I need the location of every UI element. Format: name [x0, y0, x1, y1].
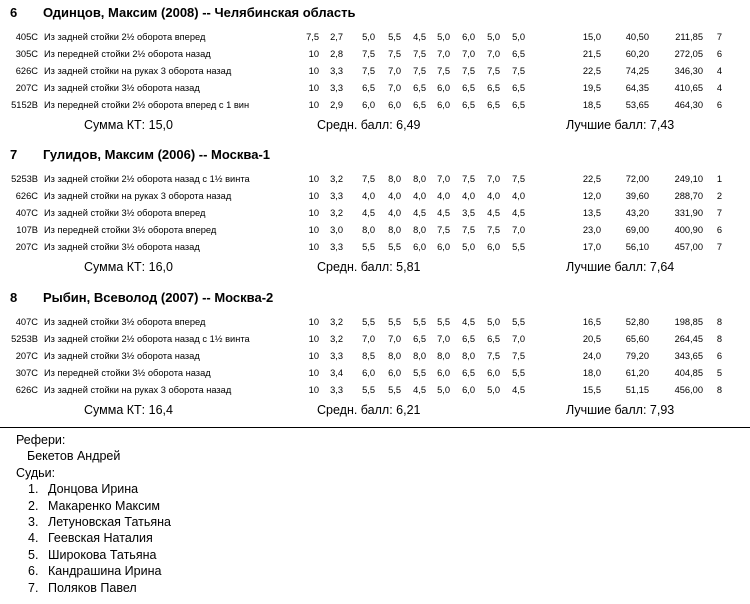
- judge-number: 5.: [28, 547, 39, 562]
- judge-score: 6,0: [362, 368, 375, 378]
- judge-score: 4,5: [413, 208, 426, 218]
- dive-round-score: 72,00: [625, 174, 649, 184]
- judge-number: 7.: [28, 580, 39, 595]
- judge-score: 7,5: [487, 351, 500, 361]
- dive-difficulty: 2,7: [330, 32, 343, 42]
- judge-score: 6,5: [413, 100, 426, 110]
- dive-description: Из задней стойки на руках 3 оборота назад: [44, 191, 232, 201]
- athlete-summary: [0, 258, 750, 276]
- dive-total: 15,5: [582, 385, 601, 395]
- judge-score: 6,5: [462, 368, 475, 378]
- judge-score: 7,0: [388, 83, 401, 93]
- judge-number: 2.: [28, 498, 39, 513]
- dive-dd: 7,5: [306, 32, 319, 42]
- dive-description: Из передней стойки 3½ оборота назад: [44, 368, 211, 378]
- judge-score: 7,0: [512, 334, 525, 344]
- dive-round-score: 69,00: [625, 225, 649, 235]
- average-score: Средн. балл: 5,81: [317, 260, 421, 274]
- athlete-summary: [0, 401, 750, 419]
- dive-round-score: 61,20: [625, 368, 649, 378]
- dive-round-score: 53,65: [625, 100, 649, 110]
- judge-score: 7,5: [413, 49, 426, 59]
- athlete-name: Гулидов, Максим (2006) -- Москва-1: [43, 147, 270, 162]
- judge-score: 3,5: [462, 208, 475, 218]
- judge-score: 5,5: [388, 317, 401, 327]
- judge-score: 4,5: [512, 208, 525, 218]
- judge-score: 8,0: [413, 351, 426, 361]
- dive-place: 8: [716, 317, 722, 327]
- judge-score: 5,5: [388, 385, 401, 395]
- judge-score: 6,5: [413, 83, 426, 93]
- judge-score: 4,5: [437, 208, 450, 218]
- dive-dd: 10: [308, 368, 319, 378]
- judge-score: 4,0: [462, 191, 475, 201]
- athlete-name: Рыбин, Всеволод (2007) -- Москва-2: [43, 290, 274, 305]
- dive-dd: 10: [308, 385, 319, 395]
- judge-score: 6,0: [487, 242, 500, 252]
- dive-total: 22,5: [582, 174, 601, 184]
- judge-score: 4,5: [487, 208, 500, 218]
- dive-difficulty: 3,2: [330, 317, 343, 327]
- judge-number: 4.: [28, 531, 39, 546]
- dive-dd: 10: [308, 334, 319, 344]
- dive-row: [0, 331, 750, 347]
- judge-score: 7,5: [512, 66, 525, 76]
- dive-row: [0, 205, 750, 221]
- judge-score: 7,0: [437, 49, 450, 59]
- dive-place: 7: [716, 208, 722, 218]
- dive-description: Из передней стойки 2½ оборота вперед с 1 вин: [44, 100, 250, 110]
- judge-score: 6,0: [437, 100, 450, 110]
- dive-description: Из задней стойки на руках 3 оборота назад: [44, 66, 232, 76]
- cumulative-score: 456,00: [674, 385, 703, 395]
- judge-score: 5,0: [487, 317, 500, 327]
- judge-score: 5,5: [388, 32, 401, 42]
- dive-description: Из задней стойки 3½ оборота вперед: [44, 317, 206, 327]
- dive-place: 4: [716, 83, 722, 93]
- judge-score: 8,0: [462, 351, 475, 361]
- dive-total: 21,5: [582, 49, 601, 59]
- dive-description: Из задней стойки 2½ оборота назад с 1½ винта: [44, 334, 250, 344]
- dive-code: 626C: [15, 385, 38, 395]
- judge-score: 5,0: [512, 32, 525, 42]
- judge-score: 7,0: [362, 334, 375, 344]
- judge-name: Поляков Павел: [48, 580, 137, 595]
- referee-name: Бекетов Андрей: [27, 449, 121, 464]
- judge-score: 5,5: [362, 317, 375, 327]
- judge-score: 7,5: [487, 225, 500, 235]
- judge-score: 8,0: [362, 225, 375, 235]
- judge-name: Донцова Ирина: [48, 482, 139, 497]
- dive-row: [0, 97, 750, 113]
- judge-score: 6,5: [487, 83, 500, 93]
- judge-item: [16, 498, 171, 514]
- dive-description: Из задней стойки 3½ оборота назад: [44, 242, 200, 252]
- cumulative-score: 211,85: [675, 32, 703, 42]
- dive-place: 5: [716, 368, 722, 378]
- dive-total: 17,0: [582, 242, 601, 252]
- dive-round-score: 43,20: [625, 208, 649, 218]
- judge-score: 7,0: [487, 174, 500, 184]
- judge-name: Широкова Татьяна: [48, 547, 157, 562]
- dive-description: Из передней стойки 3½ оборота вперед: [44, 225, 217, 235]
- judge-score: 6,5: [487, 334, 500, 344]
- judge-item: [16, 563, 171, 579]
- footer-divider: [0, 427, 750, 428]
- dive-dd: 10: [308, 242, 319, 252]
- judge-score: 8,0: [437, 351, 450, 361]
- dive-row: [0, 222, 750, 238]
- dive-row: [0, 239, 750, 255]
- dive-row: [0, 314, 750, 330]
- dive-difficulty: 3,3: [330, 351, 343, 361]
- athlete-header: [10, 4, 355, 22]
- judge-score: 4,5: [362, 208, 375, 218]
- judge-score: 6,0: [437, 368, 450, 378]
- judge-score: 7,0: [487, 49, 500, 59]
- dive-total: 24,0: [582, 351, 601, 361]
- dive-round-score: 74,25: [625, 66, 649, 76]
- dive-total: 18,0: [582, 368, 601, 378]
- cumulative-score: 410,65: [674, 83, 703, 93]
- judge-number: 3.: [28, 515, 39, 530]
- cumulative-score: 457,00: [674, 242, 703, 252]
- judge-name: Геевская Наталия: [48, 531, 153, 546]
- dive-place: 4: [716, 66, 722, 76]
- judge-score: 6,0: [388, 100, 401, 110]
- athlete-header: [10, 146, 270, 164]
- judge-score: 4,5: [413, 385, 426, 395]
- judge-score: 6,0: [437, 242, 450, 252]
- judge-score: 6,0: [462, 385, 475, 395]
- cumulative-score: 400,90: [674, 225, 703, 235]
- dive-place: 7: [716, 32, 722, 42]
- dive-row: [0, 63, 750, 79]
- dive-code: 407C: [15, 317, 38, 327]
- dive-total: 20,5: [582, 334, 601, 344]
- judge-score: 8,0: [413, 174, 426, 184]
- judge-score: 7,5: [512, 351, 525, 361]
- judge-score: 4,0: [512, 191, 525, 201]
- judge-score: 6,5: [362, 83, 375, 93]
- cumulative-score: 249,10: [674, 174, 703, 184]
- dive-total: 19,5: [582, 83, 601, 93]
- judge-score: 8,5: [362, 351, 375, 361]
- judge-item: [16, 514, 171, 530]
- dive-total: 16,5: [582, 317, 601, 327]
- sum-kt: Сумма КТ: 16,0: [84, 260, 173, 274]
- dive-place: 2: [716, 191, 722, 201]
- dive-description: Из задней стойки 2½ оборота вперед: [44, 32, 206, 42]
- judge-number: 6.: [28, 564, 39, 579]
- judges-list: [16, 481, 171, 596]
- judge-score: 6,5: [512, 49, 525, 59]
- judge-score: 7,5: [362, 49, 375, 59]
- judge-score: 5,0: [487, 385, 500, 395]
- judge-score: 8,0: [413, 225, 426, 235]
- judge-score: 5,0: [362, 32, 375, 42]
- referee-label: Рефери:: [16, 433, 66, 447]
- cumulative-score: 343,65: [674, 351, 703, 361]
- dive-description: Из передней стойки 2½ оборота назад: [44, 49, 211, 59]
- judge-name: Кандрашина Ирина: [48, 564, 162, 579]
- judge-score: 7,5: [512, 174, 525, 184]
- dive-description: Из задней стойки 3½ оборота назад: [44, 351, 200, 361]
- dive-total: 18,5: [582, 100, 601, 110]
- judge-score: 7,5: [437, 225, 450, 235]
- athlete-rank: 7: [10, 147, 18, 162]
- sum-kt: Сумма КТ: 16,4: [84, 403, 173, 417]
- judge-score: 7,0: [437, 174, 450, 184]
- cumulative-score: 198,85: [674, 317, 703, 327]
- dive-code: 207C: [15, 351, 38, 361]
- judge-score: 5,5: [437, 317, 450, 327]
- dive-code: 407C: [15, 208, 38, 218]
- judge-score: 4,0: [388, 208, 401, 218]
- judge-score: 5,0: [462, 242, 475, 252]
- athlete-summary: [0, 116, 750, 134]
- dive-difficulty: 3,0: [330, 225, 343, 235]
- dive-round-score: 39,60: [625, 191, 649, 201]
- judge-number: 1.: [28, 482, 39, 497]
- judge-score: 5,5: [512, 368, 525, 378]
- dive-dd: 10: [308, 208, 319, 218]
- best-score: Лучшие балл: 7,64: [566, 260, 675, 274]
- judge-score: 6,5: [462, 83, 475, 93]
- judge-score: 5,0: [487, 32, 500, 42]
- judge-score: 7,5: [362, 174, 375, 184]
- judge-score: 6,0: [362, 100, 375, 110]
- dive-difficulty: 3,3: [330, 83, 343, 93]
- judge-score: 6,5: [512, 100, 525, 110]
- athlete-header: [10, 289, 273, 307]
- judge-item: [16, 547, 171, 563]
- judge-score: 6,5: [487, 100, 500, 110]
- judge-name: Макаренко Максим: [48, 498, 160, 513]
- judge-score: 6,0: [413, 242, 426, 252]
- dive-round-score: 65,60: [625, 334, 649, 344]
- dive-place: 6: [716, 49, 722, 59]
- dive-difficulty: 2,9: [330, 100, 343, 110]
- dive-round-score: 60,20: [625, 49, 649, 59]
- dive-dd: 10: [308, 317, 319, 327]
- dive-place: 8: [716, 334, 722, 344]
- judge-score: 7,5: [462, 66, 475, 76]
- judge-score: 7,0: [388, 66, 401, 76]
- dive-description: Из задней стойки 3½ оборота вперед: [44, 208, 206, 218]
- best-score: Лучшие балл: 7,93: [566, 403, 675, 417]
- dive-total: 15,0: [582, 32, 601, 42]
- athlete-rank: 8: [10, 290, 18, 305]
- judge-score: 6,5: [462, 100, 475, 110]
- dive-difficulty: 2,8: [330, 49, 343, 59]
- cumulative-score: 464,30: [674, 100, 703, 110]
- judge-score: 6,0: [462, 32, 475, 42]
- dive-row: [0, 46, 750, 62]
- dive-dd: 10: [308, 225, 319, 235]
- dive-dd: 10: [308, 174, 319, 184]
- judge-score: 5,5: [362, 385, 375, 395]
- dive-place: 1: [716, 174, 722, 184]
- judge-score: 5,5: [413, 368, 426, 378]
- dive-difficulty: 3,2: [330, 208, 343, 218]
- dive-row: [0, 80, 750, 96]
- dive-total: 23,0: [582, 225, 601, 235]
- best-score: Лучшие балл: 7,43: [566, 118, 675, 132]
- judge-score: 5,5: [388, 242, 401, 252]
- judge-item: [16, 580, 171, 596]
- cumulative-score: 288,70: [674, 191, 703, 201]
- dive-code: 107B: [16, 225, 38, 235]
- dive-code: 307C: [15, 368, 38, 378]
- judge-score: 5,5: [362, 242, 375, 252]
- sum-kt: Сумма КТ: 15,0: [84, 118, 173, 132]
- judge-score: 7,5: [362, 66, 375, 76]
- average-score: Средн. балл: 6,21: [317, 403, 421, 417]
- dive-round-score: 40,50: [625, 32, 649, 42]
- dive-description: Из задней стойки 2½ оборота назад с 1½ винта: [44, 174, 250, 184]
- judge-item: [16, 530, 171, 546]
- judge-score: 7,5: [487, 66, 500, 76]
- dive-dd: 10: [308, 83, 319, 93]
- cumulative-score: 272,05: [674, 49, 703, 59]
- dive-place: 7: [716, 242, 722, 252]
- dive-total: 12,0: [582, 191, 601, 201]
- dive-row: [0, 29, 750, 45]
- judge-score: 4,5: [413, 32, 426, 42]
- dive-place: 6: [716, 351, 722, 361]
- dive-code: 207C: [15, 242, 38, 252]
- judge-score: 6,5: [413, 334, 426, 344]
- judge-score: 5,5: [413, 317, 426, 327]
- judge-score: 6,0: [437, 83, 450, 93]
- cumulative-score: 346,30: [674, 66, 703, 76]
- judge-score: 7,5: [437, 66, 450, 76]
- dive-difficulty: 3,3: [330, 242, 343, 252]
- dive-difficulty: 3,2: [330, 174, 343, 184]
- judge-score: 4,0: [437, 191, 450, 201]
- judge-score: 7,0: [388, 334, 401, 344]
- dive-dd: 10: [308, 49, 319, 59]
- judge-score: 8,0: [388, 351, 401, 361]
- athlete-rank: 6: [10, 5, 18, 20]
- dive-row: [0, 382, 750, 398]
- dive-difficulty: 3,3: [330, 66, 343, 76]
- cumulative-score: 264,45: [674, 334, 703, 344]
- dive-difficulty: 3,2: [330, 334, 343, 344]
- dive-round-score: 52,80: [625, 317, 649, 327]
- athlete-name: Одинцов, Максим (2008) -- Челябинская область: [43, 5, 356, 20]
- judge-score: 4,0: [487, 191, 500, 201]
- dive-description: Из задней стойки 3½ оборота назад: [44, 83, 200, 93]
- dive-round-score: 51,15: [625, 385, 649, 395]
- dive-row: [0, 348, 750, 364]
- dive-code: 626C: [15, 191, 38, 201]
- dive-round-score: 56,10: [625, 242, 649, 252]
- dive-code: 207C: [15, 83, 38, 93]
- judge-score: 6,5: [462, 334, 475, 344]
- cumulative-score: 404,85: [674, 368, 703, 378]
- judge-score: 6,5: [512, 83, 525, 93]
- judge-score: 7,5: [462, 174, 475, 184]
- judge-score: 7,5: [413, 66, 426, 76]
- dive-place: 8: [716, 385, 722, 395]
- dive-place: 6: [716, 100, 722, 110]
- judge-score: 7,5: [388, 49, 401, 59]
- dive-code: 5253B: [11, 174, 38, 184]
- judge-score: 7,0: [512, 225, 525, 235]
- cumulative-score: 331,90: [674, 208, 703, 218]
- judge-score: 6,0: [487, 368, 500, 378]
- judge-score: 4,0: [388, 191, 401, 201]
- dive-code: 305C: [15, 49, 38, 59]
- dive-description: Из задней стойки на руках 3 оборота назад: [44, 385, 232, 395]
- dive-dd: 10: [308, 191, 319, 201]
- officials-block: [16, 432, 171, 596]
- dive-row: [0, 365, 750, 381]
- dive-difficulty: 3,3: [330, 385, 343, 395]
- dive-row: [0, 171, 750, 187]
- judge-score: 4,5: [512, 385, 525, 395]
- dive-code: 5253B: [11, 334, 38, 344]
- dive-total: 13,5: [582, 208, 601, 218]
- judge-score: 7,0: [462, 49, 475, 59]
- dive-code: 626C: [15, 66, 38, 76]
- dive-row: [0, 188, 750, 204]
- dive-difficulty: 3,4: [330, 368, 343, 378]
- judge-score: 5,5: [512, 242, 525, 252]
- dive-code: 405C: [15, 32, 38, 42]
- judges-label: Судьи:: [16, 465, 56, 480]
- judge-score: 4,0: [413, 191, 426, 201]
- judge-score: 7,5: [462, 225, 475, 235]
- judge-score: 7,0: [437, 334, 450, 344]
- dive-total: 22,5: [582, 66, 601, 76]
- dive-dd: 10: [308, 351, 319, 361]
- judge-score: 5,0: [437, 32, 450, 42]
- judge-score: 6,0: [388, 368, 401, 378]
- judge-score: 5,5: [512, 317, 525, 327]
- dive-round-score: 79,20: [625, 351, 649, 361]
- judge-name: Летуновская Татьяна: [48, 515, 172, 530]
- dive-code: 5152B: [11, 100, 38, 110]
- judge-score: 4,0: [362, 191, 375, 201]
- judge-score: 4,5: [462, 317, 475, 327]
- dive-dd: 10: [308, 100, 319, 110]
- dive-round-score: 64,35: [625, 83, 649, 93]
- average-score: Средн. балл: 6,49: [317, 118, 421, 132]
- judge-score: 8,0: [388, 225, 401, 235]
- judge-score: 5,0: [437, 385, 450, 395]
- judge-score: 8,0: [388, 174, 401, 184]
- judge-item: [16, 481, 171, 497]
- dive-dd: 10: [308, 66, 319, 76]
- dive-difficulty: 3,3: [330, 191, 343, 201]
- dive-place: 6: [716, 225, 722, 235]
